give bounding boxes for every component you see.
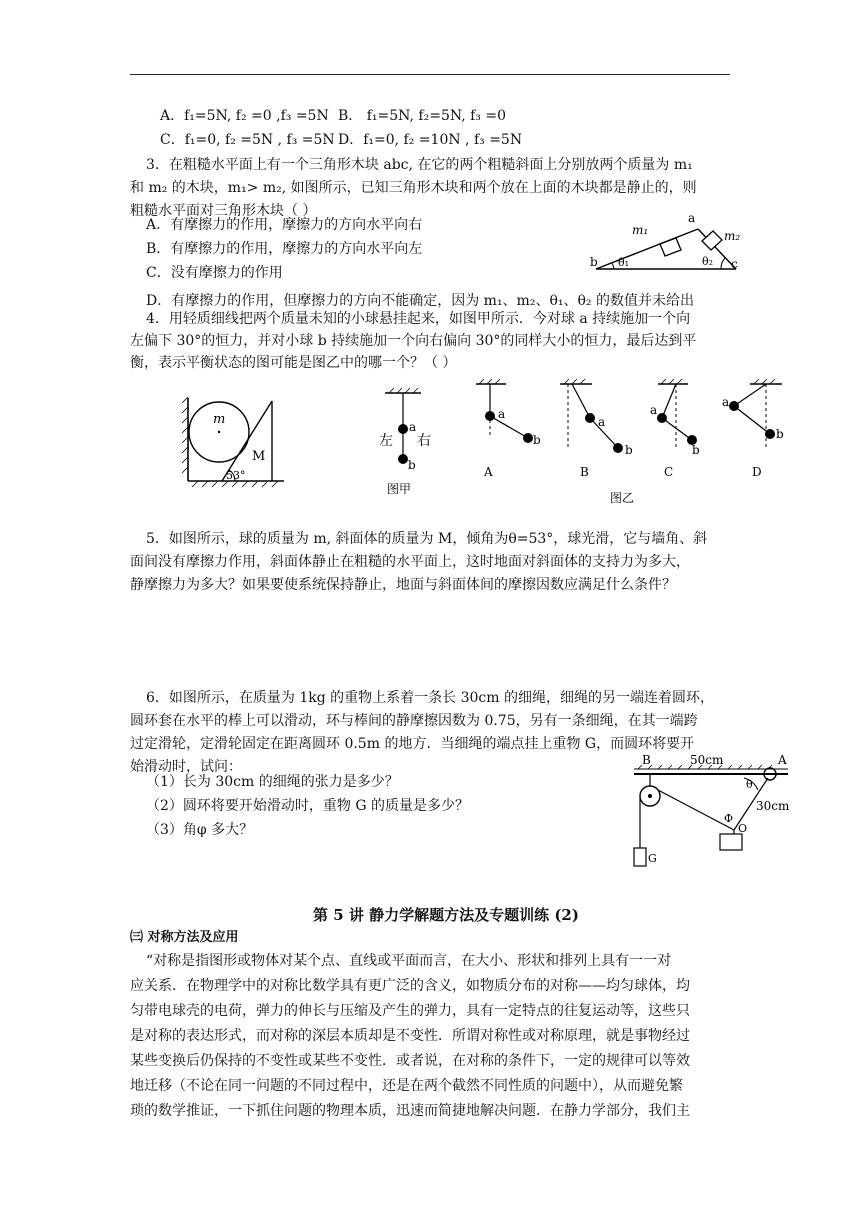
theta2-label: θ₂ xyxy=(702,255,714,268)
q6-line-2: 圆环套在水平的棒上可以滑动，环与棒间的静摩擦因数为 0.75，另有一条细绳，在其一端跨 xyxy=(130,713,698,729)
fig-yi xyxy=(470,378,800,508)
theta1-label: θ₁ xyxy=(618,256,630,269)
q4-line-3: 衡，表示平衡状态的图可能是图乙中的哪一个？（ ） xyxy=(130,355,457,371)
section-paragraph-line-3: 匀带电球壳的电荷，弹力的伸长与压缩及产生的弹力，具有一定特点的往复运动等，这些只 xyxy=(130,1003,690,1019)
header-rule xyxy=(130,74,730,75)
section-paragraph-line-2: 应关系．在物理学中的对称比数学具有更广泛的含义，如物质分布的对称——均匀球体，均 xyxy=(130,978,690,994)
right-label: 右 xyxy=(417,433,431,449)
q6-line-4: 始滑动时，试问： xyxy=(130,759,242,775)
fig-yi-caption: 图乙 xyxy=(610,491,635,505)
section-heading: ㈢ 对称方法及应用 xyxy=(130,930,239,945)
section-paragraph-line-7: 琐的数学推证，一下抓住问题的物理本质，迅速而简捷地解决问题．在静力学部分，我们主 xyxy=(130,1103,690,1119)
incline-mass-label: M xyxy=(252,449,266,464)
opt-a-ball-b: b xyxy=(533,433,541,447)
opt-b-ball-a: a xyxy=(598,415,606,429)
q2-option-b: B． f₁=5N, f₂=5N, f₃ =0 xyxy=(338,108,506,124)
q6-sub-1: （1）长为 30cm 的细绳的张力是多少？ xyxy=(146,774,399,790)
opt-c-ball-b: b xyxy=(692,443,700,457)
opt-b-ball-b: b xyxy=(625,443,633,457)
point-a-label: A xyxy=(778,753,787,767)
fig-jia xyxy=(375,385,445,495)
weight-g xyxy=(634,848,646,866)
q6-line-1: 6．如图所示，在质量为 1kg 的重物上系着一条长 30cm 的细绳，细绳的另一端连着圆环， xyxy=(146,690,714,706)
q3-option-c: C．没有摩擦力的作用 xyxy=(146,265,283,281)
fig-jia-caption: 图甲 xyxy=(387,482,412,495)
pulley-ring-figure xyxy=(628,750,796,872)
q4-line-2: 左偏下 30°的恒力，并对小球 b 持续施加一个向右偏向 30°的同样大小的恒力，最后达到平 xyxy=(130,333,697,349)
q3-option-a: A．有摩擦力的作用，摩擦力的方向水平向右 xyxy=(146,217,423,233)
opt-a-ball-a: a xyxy=(498,407,506,421)
length-30-label: 30cm xyxy=(756,799,790,813)
option-c-label: C xyxy=(664,465,674,479)
q3-option-b: B．有摩擦力的作用，摩擦力的方向水平向左 xyxy=(146,241,423,257)
q5-line-1: 5．如图所示，球的质量为 m, 斜面体的质量为 M，倾角为θ=53°，球光滑，它与墙角、斜 xyxy=(146,531,708,547)
option-b-label: B xyxy=(580,465,589,479)
phi-label: Φ xyxy=(724,812,734,825)
section-title: 第 5 讲 静力学解题方法及专题训练 (2) xyxy=(313,906,579,924)
jia-ball-b: b xyxy=(408,458,416,472)
section-paragraph-line-4: 是对称的表达形式，而对称的深层本质却是不变性．所谓对称性或对称原理，就是事物经过 xyxy=(130,1028,690,1044)
option-a-label: A xyxy=(484,465,493,479)
q3-line-2: 和 m₂ 的木块，m₁> m₂, 如图所示，已知三角形木块和两个放在上面的木块都是静止的，则 xyxy=(130,180,697,196)
q6-line-3: 过定滑轮，定滑轮固定在距离圆环 0.5m 的地方．当细绳的端点挂上重物 G，而圆环将要开 xyxy=(130,736,695,752)
vertex-c-label: c xyxy=(731,257,738,271)
jia-ball-a: a xyxy=(409,420,417,434)
q3-line-3: 粗糙水平面对三角形木块（ ） xyxy=(130,203,317,219)
length-50-label: 50cm xyxy=(690,753,724,767)
incline-angle-label: 53° xyxy=(226,469,246,482)
q4-line-1: 4．用轻质细线把两个质量未知的小球悬挂起来，如图甲所示．今对球 a 持续施加一个向 xyxy=(146,311,691,327)
weight-g-label: G xyxy=(648,852,657,865)
left-label: 左 xyxy=(379,433,393,449)
option-d-label: D xyxy=(752,465,762,479)
triangle-block-figure xyxy=(590,208,740,274)
ball-incline-figure xyxy=(180,393,290,493)
q2-option-d: D．f₁=0, f₂ =10N , f₃ =5N xyxy=(338,132,523,148)
m2-label: m₂ xyxy=(724,229,740,243)
q2-option-c: C．f₁=0, f₂ =5N , f₃ =5N xyxy=(160,132,335,148)
q2-option-a: A．f₁=5N, f₂ =0 ,f₃ =5N xyxy=(160,108,329,124)
weight-o xyxy=(720,834,742,850)
point-b-label: B xyxy=(642,753,651,767)
section-paragraph-line-6: 地迁移（不论在同一问题的不同过程中，还是在两个截然不同性质的问题中），从而避免繁 xyxy=(130,1078,683,1094)
q5-line-3: 静摩擦力为多大？如果要使系统保持静止，地面与斜面体间的摩擦因数应满足什么条件？ xyxy=(130,577,676,593)
point-o-label: O xyxy=(738,822,748,835)
q3-line-1: 3．在粗糙水平面上有一个三角形木块 abc, 在它的两个粗糙斜面上分别放两个质量为 m₁ xyxy=(146,157,693,173)
q6-sub-2: （2）圆环将要开始滑动时，重物 G 的质量是多少？ xyxy=(146,798,469,814)
opt-d-ball-a: a xyxy=(722,395,730,409)
m1-label: m₁ xyxy=(632,223,649,237)
q3-option-d: D．有摩擦力的作用，但摩擦力的方向不能确定，因为 m₁、m₂、θ₁、θ₂ 的数值并未给出 xyxy=(146,293,694,309)
vertex-b-label: b xyxy=(590,255,598,269)
ball-mass-label: m xyxy=(213,412,226,427)
theta-label: θ xyxy=(746,778,753,791)
m2-block xyxy=(702,231,722,250)
q5-line-2: 面间没有摩擦力作用，斜面体静止在粗糙的水平面上，这时地面对斜面体的支持力为多大， xyxy=(130,554,690,570)
m1-block xyxy=(660,238,681,256)
opt-d-ball-b: b xyxy=(776,427,784,441)
opt-c-ball-a: a xyxy=(650,403,658,417)
section-paragraph-line-5: 某些变换后仍保持的不变性或某些不变性．或者说，在对称的条件下，一定的规律可以等效 xyxy=(130,1053,690,1069)
vertex-a-label: a xyxy=(688,211,696,225)
q6-sub-3: （3）角φ 多大？ xyxy=(146,822,254,838)
section-paragraph-line-1: “对称是指图形或物体对某个点、直线或平面而言，在大小、形状和排列上具有一一对 xyxy=(146,953,672,969)
